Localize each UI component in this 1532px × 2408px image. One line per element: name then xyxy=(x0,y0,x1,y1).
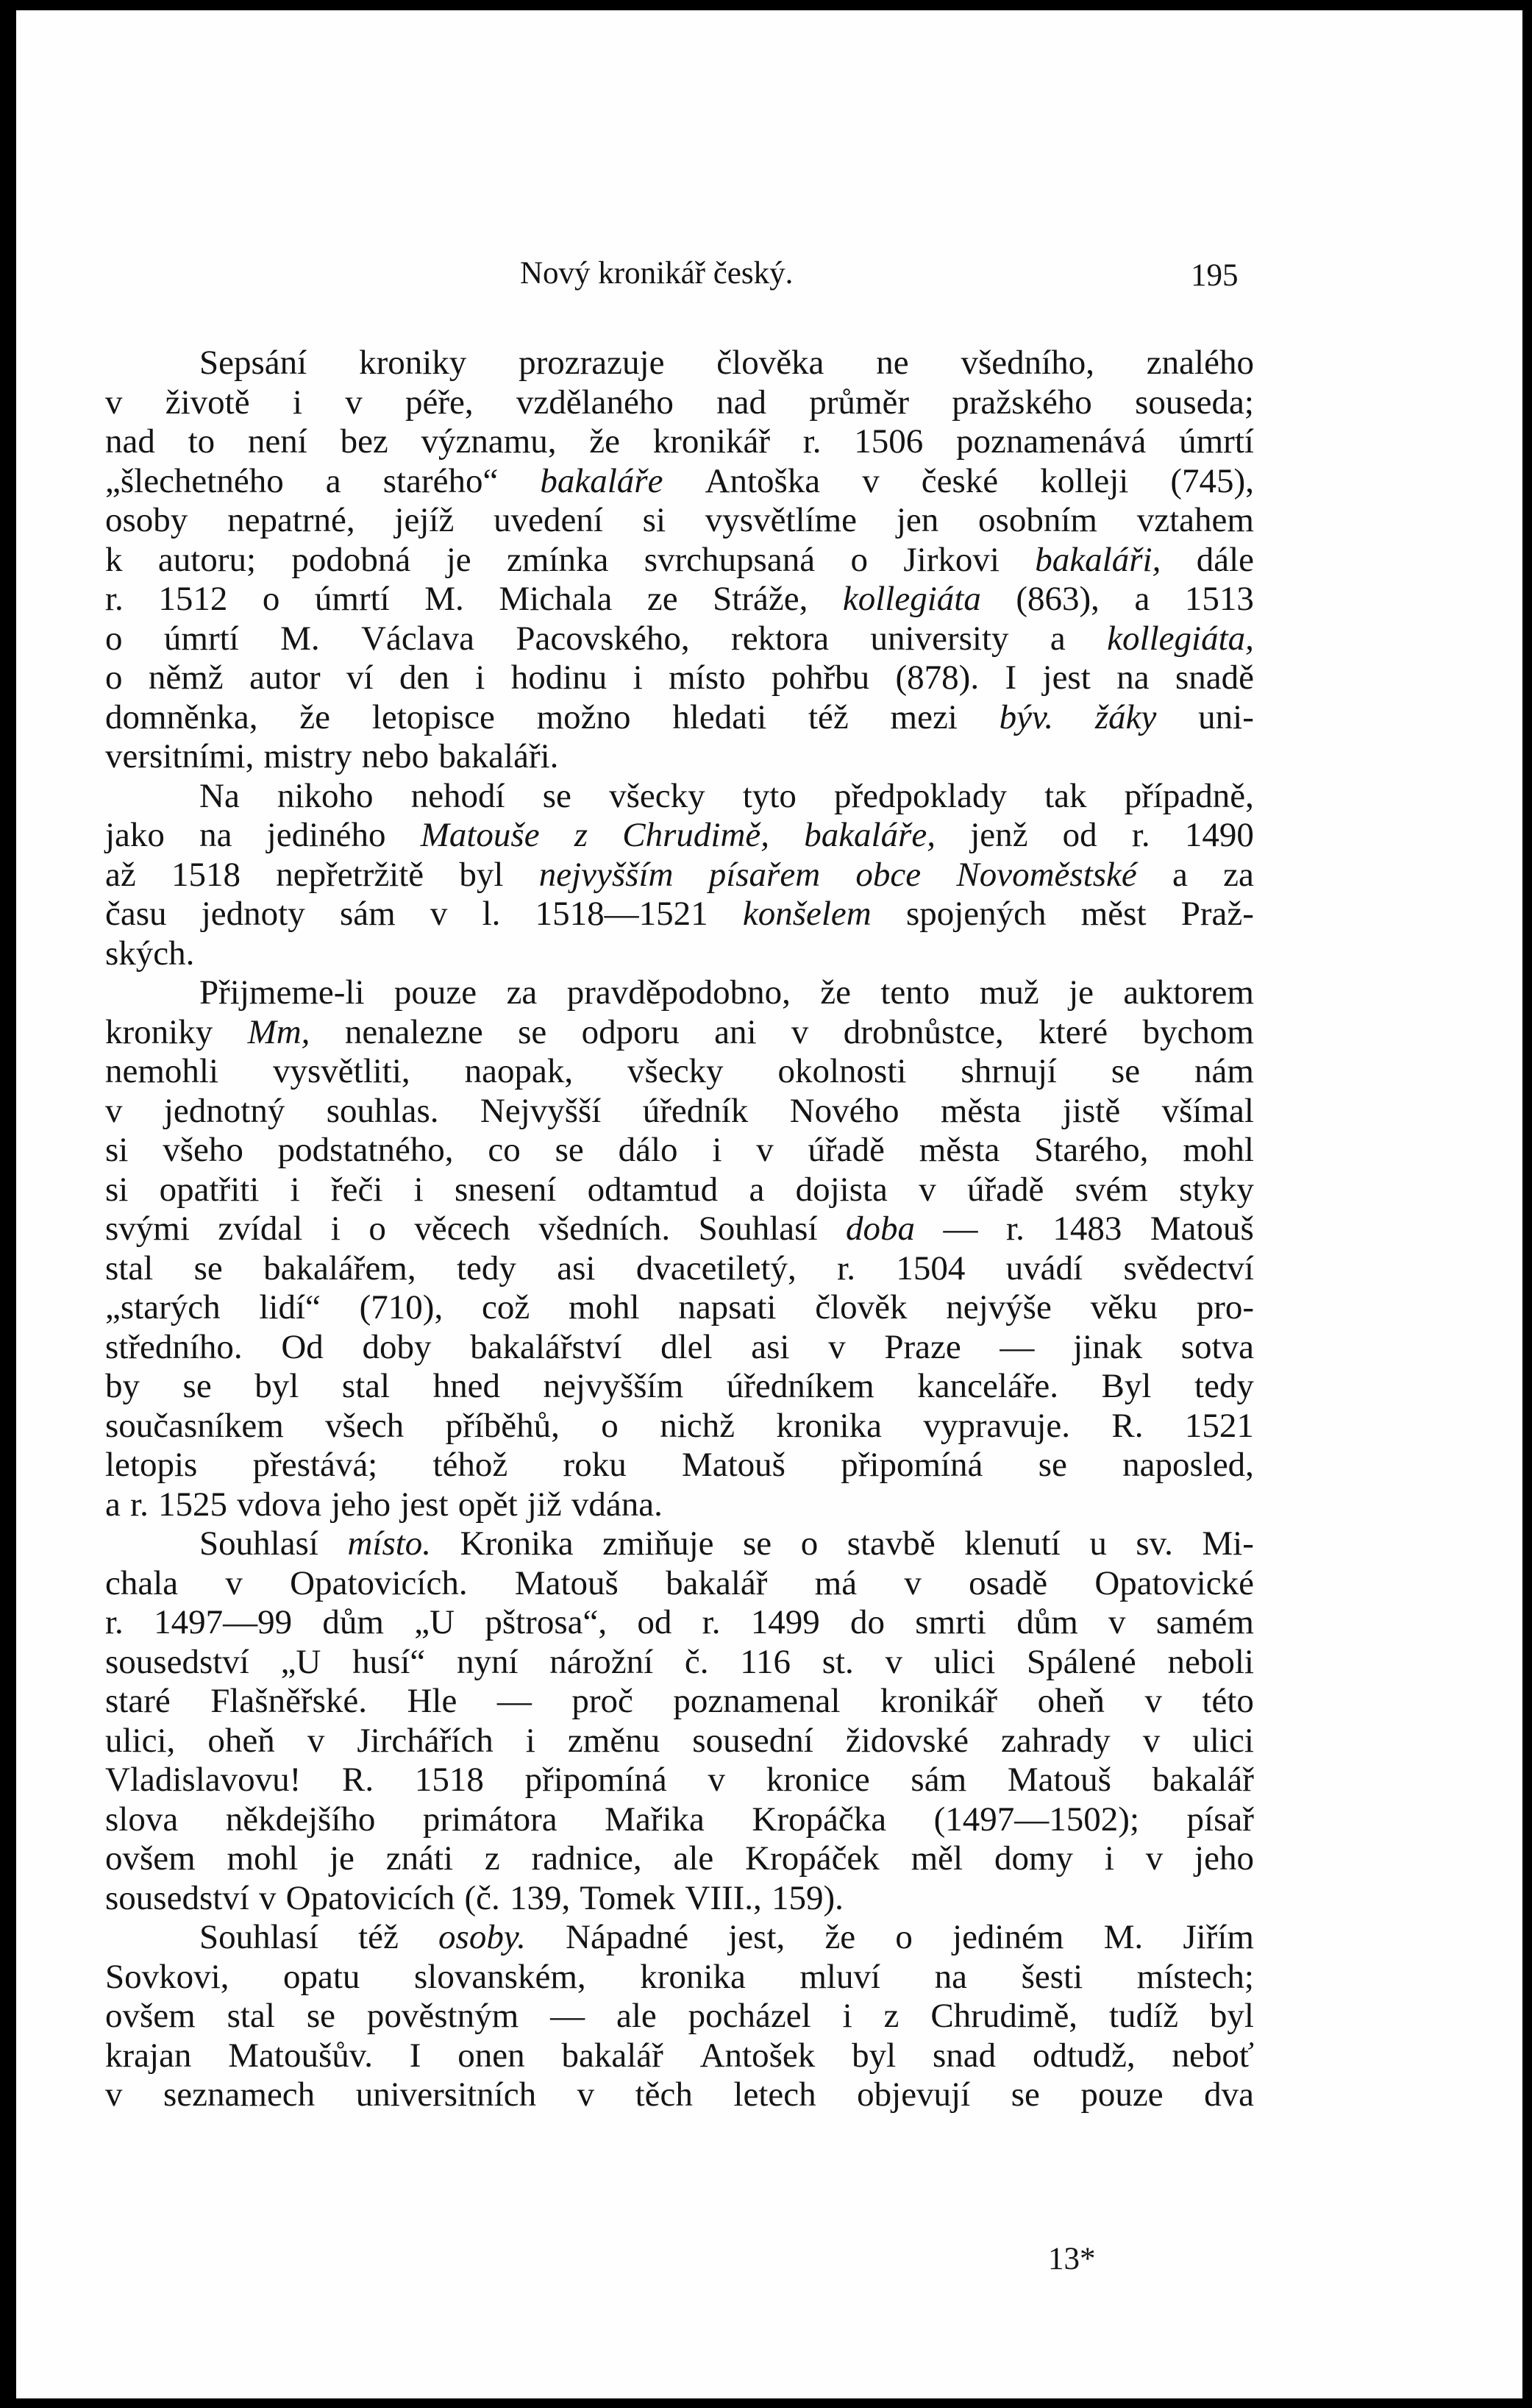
text-line: Přijmeme-li pouze za pravděpodobno, že tento muž je auktorem xyxy=(199,973,1254,1012)
text-line: by se byl stal hned nejvyšším úředníkem kanceláře. Byl tedy xyxy=(105,1367,1254,1405)
text-line: chala v Opatovicích. Matouš bakalář má v osadě Opatovické xyxy=(105,1563,1254,1602)
text-line: krajan Matoušův. I onen bakalář Antošek byl snad odtudž, neboť xyxy=(105,2036,1254,2075)
text-line: Na nikoho nehodí se všecky tyto předpoklady tak případně, xyxy=(199,776,1254,815)
text-line: „šlechetného a starého“ bakaláře Antoška v české kolleji (745), xyxy=(105,461,1254,500)
text-line: si opatřiti i řeči i snesení odtamtud a dojista v úřadě svém styky xyxy=(105,1170,1254,1209)
running-head: Nový kronikář český. xyxy=(520,256,794,291)
text-line: si všeho podstatného, co se dálo i v úřadě města Starého, mohl xyxy=(105,1131,1254,1169)
text-line: sousedství „U husí“ nyní nárožní č. 116 st. v ulici Spálené neboli xyxy=(105,1642,1254,1681)
text-line: Souhlasí místo. Kronika zmiňuje se o stavbě klenutí u sv. Mi- xyxy=(199,1524,1254,1563)
text-line: versitními, mistry nebo bakaláři. xyxy=(105,737,559,775)
text-line: ských. xyxy=(105,934,195,973)
text-line: Sepsání kroniky prozrazuje člověka ne všedního, znalého xyxy=(199,344,1254,382)
text-line: středního. Od doby bakalářství dlel asi v Praze — jinak sotva xyxy=(105,1327,1254,1366)
text-line: nemohli vysvětliti, naopak, všecky okolnosti shrnují se nám xyxy=(105,1052,1254,1090)
text-line: domněnka, že letopisce možno hledati též mezi býv. žáky uni- xyxy=(105,697,1254,736)
text-line: nad to není bez významu, že kronikář r. 1506 poznamenává úmrtí xyxy=(105,422,1254,461)
text-line: ulici, oheň v Jirchářích i změnu sousední židovské zahrady v ulici xyxy=(105,1721,1254,1760)
text-line: v seznamech universitních v těch letech objevují se pouze dva xyxy=(105,2075,1254,2114)
text-line: k autoru; podobná je zmínka svrchupsaná o Jirkovi bakaláři, dále xyxy=(105,540,1254,579)
text-line: slova někdejšího primátora Mařika Kropáčka (1497—1502); písař xyxy=(105,1800,1254,1839)
text-line: v životě i v péře, vzdělaného nad průměr pražského souseda; xyxy=(105,383,1254,422)
text-line: Sovkovi, opatu slovanském, kronika mluví na šesti místech; xyxy=(105,1957,1254,1996)
text-line: staré Flašněřské. Hle — proč poznamenal kronikář oheň v této xyxy=(105,1682,1254,1720)
text-line: ovšem mohl je znáti z radnice, ale Kropáček měl domy i v jeho xyxy=(105,1839,1254,1878)
text-line: a r. 1525 vdova jeho jest opět již vdána. xyxy=(105,1485,663,1524)
text-line: v jednotný souhlas. Nejvyšší úředník Nového města jistě všímal xyxy=(105,1091,1254,1130)
signature-mark: 13* xyxy=(1048,2242,1096,2276)
text-line: Vladislavovu! R. 1518 připomíná v kronice sám Matouš bakalář xyxy=(105,1761,1254,1799)
text-line: letopis přestává; téhož roku Matouš připomíná se naposled, xyxy=(105,1446,1254,1484)
text-line: „starých lidí“ (710), což mohl napsati člověk nejvýše věku pro- xyxy=(105,1288,1254,1326)
text-line: stal se bakalářem, tedy asi dvacetiletý, r. 1504 uvádí svědectví xyxy=(105,1249,1254,1288)
text-line: ovšem stal se pověstným — ale pocházel i z Chrudimě, tudíž byl xyxy=(105,1997,1254,2035)
text-line: kroniky Mm, nenalezne se odporu ani v drobnůstce, které bychom xyxy=(105,1012,1254,1051)
text-line: osoby nepatrné, jejíž uvedení si vysvětlíme jen osobním vztahem xyxy=(105,501,1254,539)
text-line: Souhlasí též osoby. Nápadné jest, že o jediném M. Jiřím xyxy=(199,1918,1254,1956)
text-line: r. 1512 o úmrtí M. Michala ze Stráže, kollegiáta (863), a 1513 xyxy=(105,580,1254,618)
text-line: r. 1497—99 dům „U pštrosa“, od r. 1499 do smrti dům v samém xyxy=(105,1603,1254,1641)
page-header xyxy=(16,255,1522,299)
text-line: času jednoty sám v l. 1518—1521 konšelem spojených měst Praž- xyxy=(105,895,1254,933)
page-number: 195 xyxy=(1191,258,1239,293)
text-line: svými zvídal i o věcech všedních. Souhlasí doba — r. 1483 Matouš xyxy=(105,1210,1254,1248)
text-line: až 1518 nepřetržitě byl nejvyšším písařem obce Novoměstské a za xyxy=(105,855,1254,894)
book-page xyxy=(16,10,1522,2398)
text-line: o němž autor ví den i hodinu i místo pohřbu (878). I jest na snadě xyxy=(105,658,1254,697)
body-text xyxy=(105,344,1254,2115)
text-line: sousedství v Opatovicích (č. 139, Tomek VIII., 159). xyxy=(105,1878,844,1917)
text-line: současníkem všech příběhů, o nichž kronika vypravuje. R. 1521 xyxy=(105,1406,1254,1445)
text-line: o úmrtí M. Václava Pacovského, rektora university a kollegiáta, xyxy=(105,619,1254,658)
text-line: jako na jediného Matouše z Chrudimě, bakaláře, jenž od r. 1490 xyxy=(105,816,1254,854)
